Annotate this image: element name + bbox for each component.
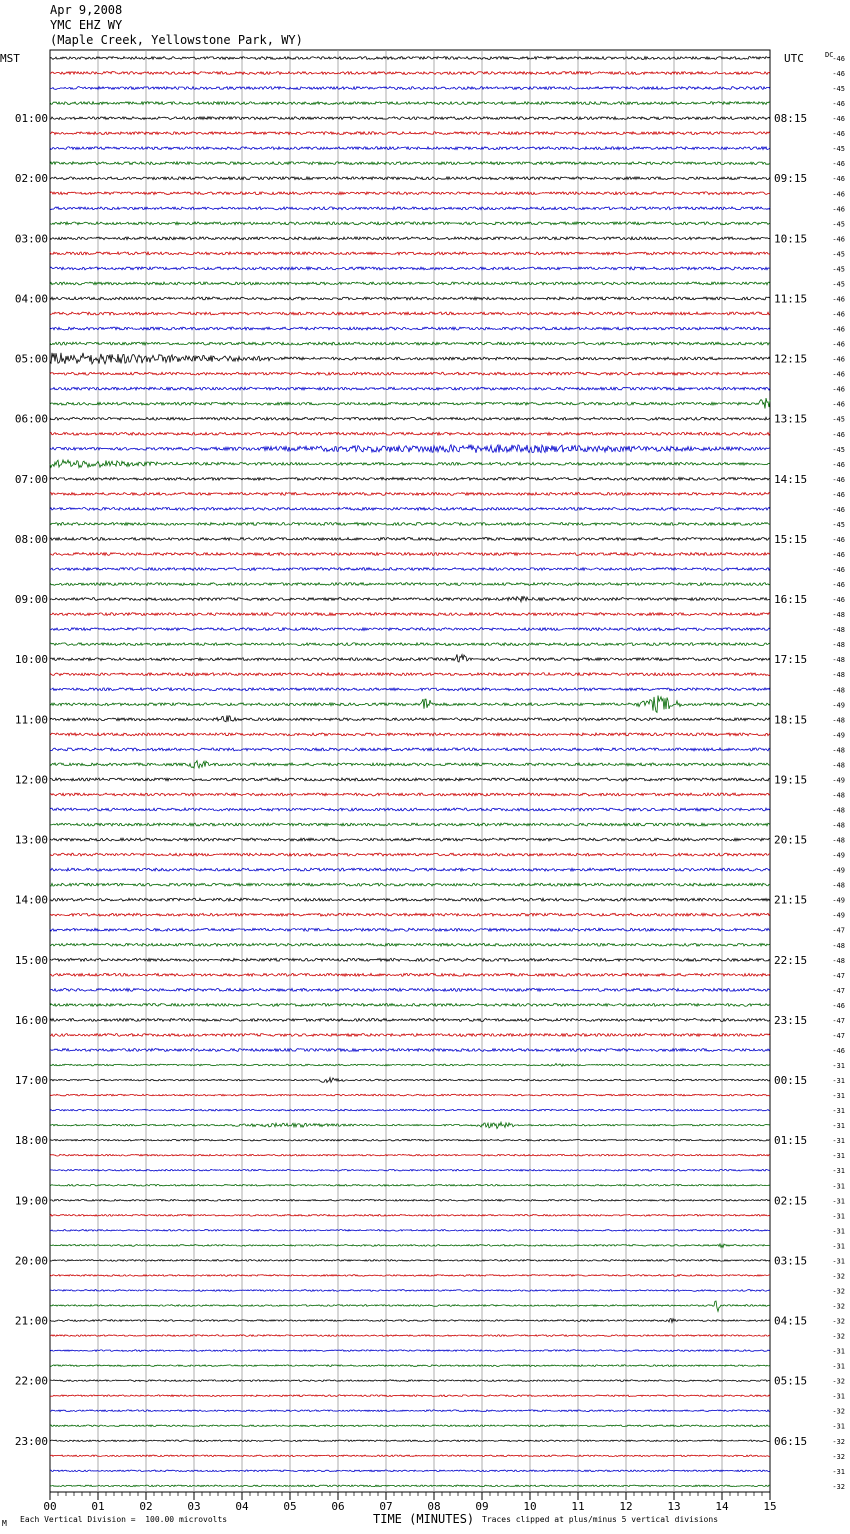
dc-offset-label: -46 <box>832 460 845 469</box>
mst-hour-label: 04:00 <box>14 292 48 306</box>
dc-offset-label: -46 <box>832 550 845 559</box>
dc-offset-label: -47 <box>832 971 845 980</box>
trace-58 <box>50 913 770 916</box>
trace-42 <box>50 673 770 676</box>
mst-hour-label: 16:00 <box>14 1013 48 1027</box>
dc-offset-label: -31 <box>832 1137 845 1146</box>
dc-offset-label: -48 <box>832 821 845 830</box>
dc-offset-label: -46 <box>832 100 845 109</box>
trace-95 <box>50 1470 770 1472</box>
dc-offset-label: -46 <box>832 535 845 544</box>
station-code: YMC EHZ WY <box>50 18 123 32</box>
trace-17 <box>50 297 770 300</box>
trace-43 <box>50 688 770 691</box>
dc-offset-label: -46 <box>832 325 845 334</box>
mst-hour-label: 09:00 <box>14 593 48 607</box>
trace-77 <box>50 1200 770 1202</box>
trace-29 <box>50 477 770 480</box>
dc-offset-label: -46 <box>832 235 845 244</box>
trace-60 <box>50 943 770 946</box>
dc-offset-label: -46 <box>832 295 845 304</box>
trace-59 <box>50 928 770 931</box>
x-tick-label: 08 <box>427 1500 441 1513</box>
x-tick-label: 13 <box>667 1500 681 1513</box>
dc-offset-label: -45 <box>832 280 845 289</box>
trace-23 <box>50 387 770 390</box>
dc-offset-label: -46 <box>832 70 845 79</box>
dc-offset-label: -32 <box>832 1317 845 1326</box>
x-tick-label: 02 <box>139 1500 153 1513</box>
trace-10 <box>50 192 770 195</box>
trace-79 <box>50 1230 770 1232</box>
dc-offset-label: -46 <box>832 1001 845 1010</box>
utc-hour-label: 18:15 <box>774 713 808 727</box>
utc-hour-label: 06:15 <box>774 1434 808 1448</box>
dc-offset-label: -46 <box>832 505 845 514</box>
x-tick-label: 03 <box>187 1500 201 1513</box>
mst-hour-label: 14:00 <box>14 893 48 907</box>
trace-22 <box>50 372 770 375</box>
trace-11 <box>50 207 770 210</box>
trace-83 <box>50 1290 770 1292</box>
dc-offset-label: -32 <box>832 1302 845 1311</box>
x-axis-title: TIME (MINUTES) <box>373 1512 475 1526</box>
trace-67 <box>50 1049 770 1052</box>
dc-offset-label: -45 <box>832 85 845 94</box>
dc-offset-label: -49 <box>832 776 845 785</box>
dc-offset-label: -49 <box>832 851 845 860</box>
trace-12 <box>50 222 770 225</box>
dc-offset-label: -31 <box>832 1392 845 1401</box>
dc-offset-label: -31 <box>832 1197 845 1206</box>
trace-85 <box>50 1319 770 1323</box>
dc-offset-label: -48 <box>832 881 845 890</box>
trace-31 <box>50 508 770 511</box>
utc-hour-label: 08:15 <box>774 112 808 126</box>
dc-offset-label: -48 <box>832 941 845 950</box>
trace-52 <box>50 823 770 826</box>
dc-offset-label: -46 <box>832 160 845 169</box>
mst-hour-label: 19:00 <box>14 1194 48 1208</box>
dc-offset-label: -32 <box>832 1482 845 1491</box>
x-tick-label: 00 <box>43 1500 57 1513</box>
trace-14 <box>50 252 770 255</box>
dc-offset-label: -46 <box>832 475 845 484</box>
dc-offset-label: -46 <box>832 130 845 139</box>
trace-61 <box>50 958 770 961</box>
utc-hour-label: 10:15 <box>774 232 808 246</box>
dc-offset-label: -45 <box>832 145 845 154</box>
trace-46 <box>50 733 770 736</box>
dc-offset-label: -48 <box>832 626 845 635</box>
trace-70 <box>50 1094 770 1096</box>
dc-offset-label: -46 <box>832 340 845 349</box>
mst-hour-label: 22:00 <box>14 1374 48 1388</box>
dc-offset-label: -46 <box>832 566 845 575</box>
dc-offset-label: -49 <box>832 911 845 920</box>
dc-offset-label: -31 <box>832 1092 845 1101</box>
trace-44 <box>50 696 770 713</box>
trace-25 <box>50 417 770 420</box>
trace-69 <box>50 1078 770 1083</box>
trace-49 <box>50 778 770 781</box>
mst-hour-label: 23:00 <box>14 1434 48 1448</box>
mst-hour-label: 07:00 <box>14 472 48 486</box>
dc-offset-label: -46 <box>832 1046 845 1055</box>
dc-offset-label: -31 <box>832 1122 845 1131</box>
trace-38 <box>50 613 770 616</box>
utc-hour-label: 23:15 <box>774 1013 808 1027</box>
dc-offset-label: -31 <box>832 1062 845 1071</box>
trace-91 <box>50 1410 770 1412</box>
trace-16 <box>50 282 770 285</box>
dc-offset-label: -32 <box>832 1272 845 1281</box>
dc-offset-label: -48 <box>832 716 845 725</box>
trace-21 <box>50 353 770 364</box>
utc-hour-label: 09:15 <box>774 172 808 186</box>
x-tick-label: 06 <box>331 1500 345 1513</box>
dc-offset-label: -32 <box>832 1437 845 1446</box>
x-tick-label: 15 <box>763 1500 777 1513</box>
trace-81 <box>50 1260 770 1262</box>
scale-note: Each Vertical Division = 100.00 microvolts <box>20 1515 228 1524</box>
mst-hour-label: 02:00 <box>14 172 48 186</box>
dc-offset-label: -32 <box>832 1287 845 1296</box>
dc-offset-label: -49 <box>832 896 845 905</box>
trace-92 <box>50 1425 770 1427</box>
trace-57 <box>50 898 770 901</box>
dc-offset-label: -45 <box>832 520 845 529</box>
dc-offset-label: -48 <box>832 746 845 755</box>
dc-offset-label: -49 <box>832 701 845 710</box>
dc-offset-label: -31 <box>832 1167 845 1176</box>
trace-93 <box>50 1440 770 1442</box>
trace-47 <box>50 748 770 751</box>
trace-40 <box>50 643 770 646</box>
dc-offset-label: -46 <box>832 490 845 499</box>
trace-66 <box>50 1034 770 1037</box>
mst-hour-label: 08:00 <box>14 532 48 546</box>
x-tick-label: 07 <box>379 1500 393 1513</box>
dc-offset-label: -46 <box>832 400 845 409</box>
trace-34 <box>50 553 770 556</box>
dc-offset-label: -48 <box>832 761 845 770</box>
trace-36 <box>50 583 770 586</box>
utc-hour-label: 22:15 <box>774 953 808 967</box>
utc-hour-label: 13:15 <box>774 412 808 426</box>
footer-mark: M <box>2 1519 7 1528</box>
utc-hour-label: 20:15 <box>774 833 808 847</box>
dc-offset-label: -47 <box>832 926 845 935</box>
dc-offset-label: -31 <box>832 1107 845 1116</box>
trace-28 <box>50 460 770 468</box>
mst-label: MST <box>0 52 20 65</box>
utc-hour-label: 19:15 <box>774 773 808 787</box>
dc-offset-label: -32 <box>832 1407 845 1416</box>
dc-offset-label: -47 <box>832 1016 845 1025</box>
trace-96 <box>50 1485 770 1487</box>
dc-offset-label: -49 <box>832 866 845 875</box>
mst-hour-label: 03:00 <box>14 232 48 246</box>
trace-86 <box>50 1335 770 1337</box>
trace-18 <box>50 312 770 315</box>
trace-33 <box>50 538 770 541</box>
dc-offset-label: -46 <box>832 581 845 590</box>
dc-offset-label: -46 <box>832 385 845 394</box>
trace-30 <box>50 493 770 496</box>
dc-label: DC <box>825 51 834 59</box>
trace-76 <box>50 1185 770 1187</box>
trace-27 <box>50 445 770 453</box>
dc-offset-label: -48 <box>832 656 845 665</box>
clip-note: Traces clipped at plus/minus 5 vertical divisions <box>482 1515 719 1524</box>
dc-offset-label: -46 <box>832 370 845 379</box>
trace-50 <box>50 793 770 796</box>
trace-15 <box>50 267 770 270</box>
mst-hour-label: 18:00 <box>14 1134 48 1148</box>
dc-offset-label: -46 <box>832 596 845 605</box>
trace-55 <box>50 868 770 871</box>
dc-offset-label: -48 <box>832 671 845 680</box>
station-location: (Maple Creek, Yellowstone Park, WY) <box>50 33 303 47</box>
dc-offset-label: -46 <box>832 190 845 199</box>
dc-offset-label: -31 <box>832 1212 845 1221</box>
utc-hour-label: 14:15 <box>774 472 808 486</box>
trace-54 <box>50 853 770 856</box>
trace-63 <box>50 989 770 992</box>
trace-56 <box>50 883 770 886</box>
dc-offset-label: -49 <box>832 731 845 740</box>
x-tick-label: 09 <box>475 1500 489 1513</box>
trace-7 <box>50 147 770 150</box>
utc-hour-label: 16:15 <box>774 593 808 607</box>
utc-label: UTC <box>784 52 804 65</box>
trace-2 <box>50 72 770 75</box>
dc-offset-label: -45 <box>832 445 845 454</box>
mst-hour-label: 13:00 <box>14 833 48 847</box>
trace-89 <box>50 1380 770 1382</box>
dc-offset-label: -47 <box>832 986 845 995</box>
dc-offset-label: -48 <box>832 641 845 650</box>
dc-offset-label: -31 <box>832 1077 845 1086</box>
mst-hour-label: 01:00 <box>14 112 48 126</box>
dc-offset-label: -45 <box>832 415 845 424</box>
trace-68 <box>50 1064 770 1067</box>
trace-48 <box>50 761 770 768</box>
dc-offset-label: -48 <box>832 611 845 620</box>
dc-offset-label: -45 <box>832 250 845 259</box>
dc-offset-label: -46 <box>832 310 845 319</box>
trace-53 <box>50 838 770 841</box>
trace-13 <box>50 237 770 240</box>
trace-90 <box>50 1395 770 1397</box>
mst-hour-label: 06:00 <box>14 412 48 426</box>
trace-5 <box>50 117 770 120</box>
chart-date: Apr 9,2008 <box>50 3 123 17</box>
dc-offset-label: -47 <box>832 1031 845 1040</box>
dc-offset-label: -32 <box>832 1332 845 1341</box>
dc-offset-label: -31 <box>832 1347 845 1356</box>
dc-offset-label: -31 <box>832 1152 845 1161</box>
dc-offset-label: -48 <box>832 956 845 965</box>
mst-hour-label: 15:00 <box>14 953 48 967</box>
trace-80 <box>50 1244 770 1248</box>
dc-offset-label: -31 <box>832 1422 845 1431</box>
trace-32 <box>50 523 770 526</box>
trace-9 <box>50 177 770 180</box>
dc-offset-label: -32 <box>832 1452 845 1461</box>
trace-82 <box>50 1275 770 1277</box>
utc-hour-label: 04:15 <box>774 1314 808 1328</box>
utc-hour-label: 12:15 <box>774 352 808 366</box>
dc-offset-label: -46 <box>832 55 845 63</box>
trace-64 <box>50 1004 770 1007</box>
dc-offset-label: -48 <box>832 686 845 695</box>
mst-hour-label: 11:00 <box>14 713 48 727</box>
trace-41 <box>50 654 770 662</box>
trace-73 <box>50 1139 770 1141</box>
dc-offset-label: -48 <box>832 806 845 815</box>
dc-offset-label: -31 <box>832 1257 845 1266</box>
utc-hour-label: 00:15 <box>774 1074 808 1088</box>
trace-78 <box>50 1215 770 1217</box>
utc-hour-label: 17:15 <box>774 653 808 667</box>
x-tick-label: 12 <box>619 1500 633 1513</box>
trace-88 <box>50 1365 770 1367</box>
x-tick-label: 05 <box>283 1500 297 1513</box>
trace-71 <box>50 1109 770 1111</box>
mst-hour-label: 05:00 <box>14 352 48 366</box>
trace-24 <box>50 398 770 408</box>
mst-hour-label: 20:00 <box>14 1254 48 1268</box>
trace-45 <box>50 716 770 722</box>
dc-offset-label: -45 <box>832 265 845 274</box>
trace-87 <box>50 1350 770 1352</box>
dc-offset-label: -31 <box>832 1362 845 1371</box>
dc-offset-label: -32 <box>832 1377 845 1386</box>
trace-37 <box>50 596 770 602</box>
utc-hour-label: 01:15 <box>774 1134 808 1148</box>
mst-hour-label: 17:00 <box>14 1074 48 1088</box>
mst-hour-label: 21:00 <box>14 1314 48 1328</box>
x-tick-label: 10 <box>523 1500 537 1513</box>
trace-8 <box>50 162 770 165</box>
trace-51 <box>50 808 770 811</box>
utc-hour-label: 05:15 <box>774 1374 808 1388</box>
trace-65 <box>50 1019 770 1022</box>
utc-hour-label: 15:15 <box>774 532 808 546</box>
trace-72 <box>50 1122 770 1128</box>
dc-offset-label: -46 <box>832 115 845 124</box>
trace-94 <box>50 1455 770 1457</box>
trace-75 <box>50 1169 770 1171</box>
dc-offset-label: -31 <box>832 1242 845 1251</box>
trace-4 <box>50 102 770 105</box>
trace-62 <box>50 973 770 976</box>
trace-20 <box>50 342 770 345</box>
trace-6 <box>50 132 770 135</box>
dc-offset-label: -48 <box>832 836 845 845</box>
trace-26 <box>50 432 770 435</box>
x-tick-label: 11 <box>571 1500 585 1513</box>
dc-offset-label: -46 <box>832 355 845 364</box>
utc-hour-label: 11:15 <box>774 292 808 306</box>
trace-84 <box>50 1301 770 1311</box>
trace-39 <box>50 628 770 631</box>
dc-offset-label: -45 <box>832 220 845 229</box>
dc-offset-label: -31 <box>832 1227 845 1236</box>
mst-hour-label: 10:00 <box>14 653 48 667</box>
x-tick-label: 04 <box>235 1500 249 1513</box>
mst-hour-label: 12:00 <box>14 773 48 787</box>
trace-74 <box>50 1154 770 1156</box>
dc-offset-label: -46 <box>832 430 845 439</box>
dc-offset-label: -46 <box>832 175 845 184</box>
x-tick-label: 14 <box>715 1500 729 1513</box>
dc-offset-label: -46 <box>832 205 845 214</box>
dc-offset-label: -48 <box>832 791 845 800</box>
utc-hour-label: 21:15 <box>774 893 808 907</box>
trace-1 <box>50 57 770 60</box>
utc-hour-label: 02:15 <box>774 1194 808 1208</box>
trace-3 <box>50 87 770 90</box>
trace-35 <box>50 568 770 571</box>
x-tick-label: 01 <box>91 1500 105 1513</box>
dc-offset-label: -31 <box>832 1467 845 1476</box>
utc-hour-label: 03:15 <box>774 1254 808 1268</box>
dc-offset-label: -31 <box>832 1182 845 1191</box>
trace-19 <box>50 327 770 330</box>
